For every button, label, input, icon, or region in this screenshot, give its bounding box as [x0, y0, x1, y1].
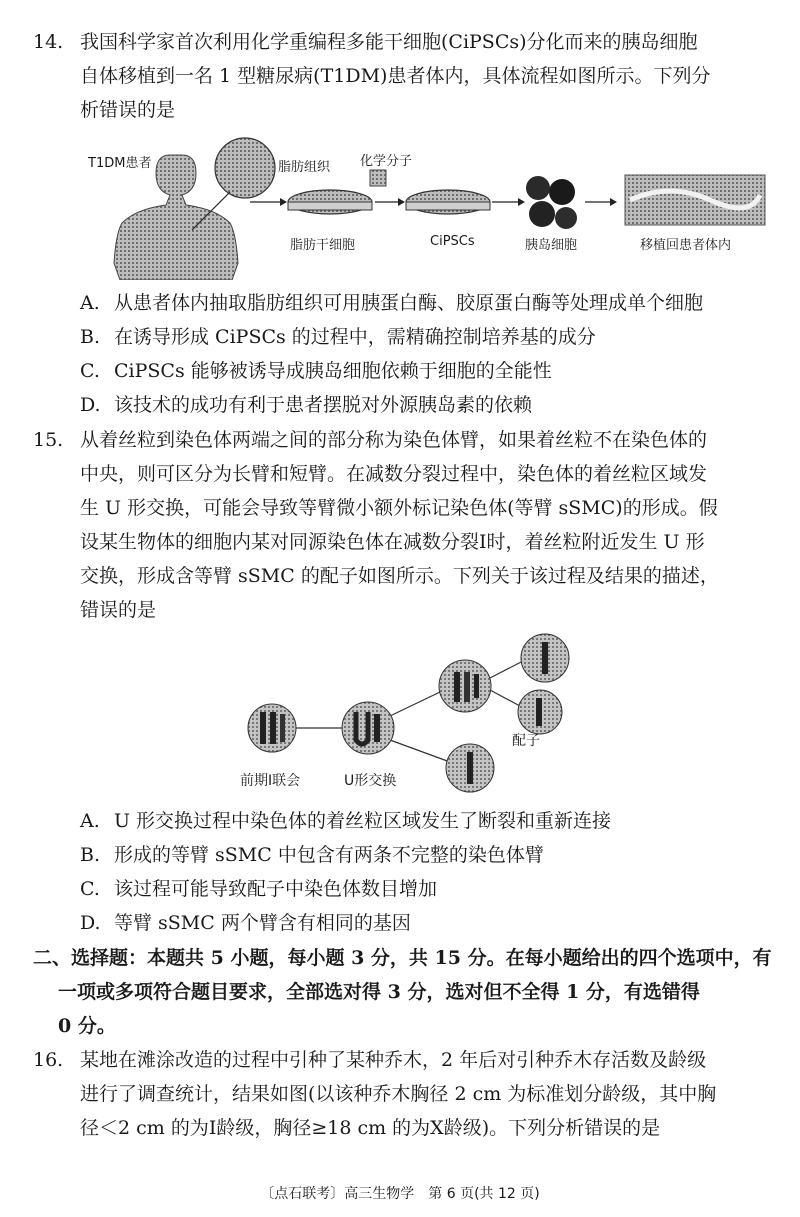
label-transplant: 移植回患者体内	[640, 238, 732, 253]
section2-heading-line-2: 一项或多项符合题目要求，全部选对得 3 分，选对但不全得 1 分，有选错得	[58, 981, 700, 1003]
label-gamete: 配子	[512, 733, 540, 749]
q14-option-b-text: 在诱导形成 CiPSCs 的过程中，需精确控制培养基的成分	[114, 326, 596, 348]
q16-stem-line-3: 径＜2 cm 的为Ⅰ龄级，胸径≥18 cm 的为Ⅹ龄级)。下列分析错误的是	[80, 1117, 661, 1139]
q14-number: 14.	[33, 31, 64, 53]
q15-stem-line-3: 生 U 形交换，可能会导致等臂微小额外标记染色体(等臂 sSMC)的形成。假	[80, 497, 718, 519]
q15-stem-line-6: 错误的是	[80, 599, 157, 621]
q15-stem-line-4: 设某生物体的细胞内某对同源染色体在减数分裂Ⅰ时，着丝粒附近发生 U 形	[80, 531, 705, 553]
label-u-exchange: U形交换	[344, 773, 397, 789]
q15-option-d	[80, 911, 411, 935]
q15-stem-line-1: 从着丝粒到染色体两端之间的部分称为染色体臂，如果着丝粒不在染色体的	[80, 429, 708, 451]
q14-stem-line-3: 析错误的是	[80, 99, 176, 121]
islet-cell	[526, 176, 550, 200]
label-fat-stem-cell: 脂肪干细胞	[290, 238, 356, 253]
label-cipscs: CiPSCs	[430, 234, 475, 249]
q14-option-a	[80, 291, 703, 315]
label-patient: T1DM患者	[88, 156, 152, 171]
q15-option-a	[80, 809, 611, 833]
q14-option-d	[80, 393, 532, 417]
q15-option-d-letter: D.	[80, 912, 101, 934]
section2-heading-line-1: 二、选择题：本题共 5 小题，每小题 3 分，共 15 分。在每小题给出的四个选项中，有	[33, 947, 772, 969]
q14-stem-line-1: 我国科学家首次利用化学重编程多能干细胞(CiPSCs)分化而来的胰岛细胞	[80, 31, 698, 53]
q15-number: 15.	[33, 429, 64, 451]
q14-option-b	[80, 325, 596, 349]
q15-stem-line-5: 交换，形成含等臂 sSMC 的配子如图所示。下列关于该过程及结果的描述，	[80, 565, 719, 587]
transplant-image	[625, 175, 765, 225]
q14-option-d-text: 该技术的成功有利于患者摆脱对外源胰岛素的依赖	[114, 394, 533, 416]
q16-number: 16.	[33, 1049, 64, 1071]
q14-figure-drawing	[80, 130, 770, 280]
fat-tissue-zoom-circle	[215, 138, 275, 198]
q15-option-c	[80, 877, 437, 901]
label-prophase-synapsis: 前期Ⅰ联会	[240, 773, 301, 789]
page-footer: 〔点石联考〕高三生物学 第 6 页(共 12 页)	[260, 1186, 540, 1202]
q15-option-b-letter: B.	[80, 844, 101, 866]
chemical-molecule-icon	[370, 170, 386, 186]
q14-option-a-letter: A.	[80, 292, 100, 314]
q14-figure	[80, 130, 770, 280]
q14-option-a-text: 从患者体内抽取脂肪组织可用胰蛋白酶、胶原蛋白酶等处理成单个细胞	[114, 292, 704, 314]
q14-option-b-letter: B.	[80, 326, 101, 348]
q15-option-c-letter: C.	[80, 878, 100, 900]
q14-option-d-letter: D.	[80, 394, 101, 416]
q15-stem-line-2: 中央，则可区分为长臂和短臂。在减数分裂过程中，染色体的着丝粒区域发	[80, 463, 708, 485]
label-fat-tissue: 脂肪组织	[278, 160, 331, 175]
q14-option-c-letter: C.	[80, 360, 100, 382]
q16-stem-line-1: 某地在滩涂改造的过程中引种了某种乔木，2 年后对引种乔木存活数及龄级	[80, 1049, 707, 1071]
q14-stem-line-2: 自体移植到一名 1 型糖尿病(T1DM)患者体内，具体流程如图所示。下列分	[80, 65, 711, 87]
label-chemical-molecule: 化学分子	[360, 154, 413, 169]
q15-figure	[240, 630, 600, 800]
section2-heading-line-3: 0 分。	[58, 1015, 116, 1037]
q14-option-c	[80, 359, 552, 383]
label-islet-cells: 胰岛细胞	[525, 238, 578, 253]
q16-stem-line-2: 进行了调查统计，结果如图(以该种乔木胸径 2 cm 为标准划分龄级，其中胸	[80, 1083, 717, 1105]
q15-option-b	[80, 843, 544, 867]
q15-option-a-text: U 形交换过程中染色体的着丝粒区域发生了断裂和重新连接	[114, 810, 612, 832]
q15-option-c-text: 该过程可能导致配子中染色体数目增加	[114, 878, 438, 900]
q15-option-a-letter: A.	[80, 810, 100, 832]
q15-option-b-text: 形成的等臂 sSMC 中包含有两条不完整的染色体臂	[114, 844, 544, 866]
q15-option-d-text: 等臂 sSMC 两个臂含有相同的基因	[114, 912, 411, 934]
q14-option-c-text: CiPSCs 能够被诱导成胰岛细胞依赖于细胞的全能性	[114, 360, 552, 382]
